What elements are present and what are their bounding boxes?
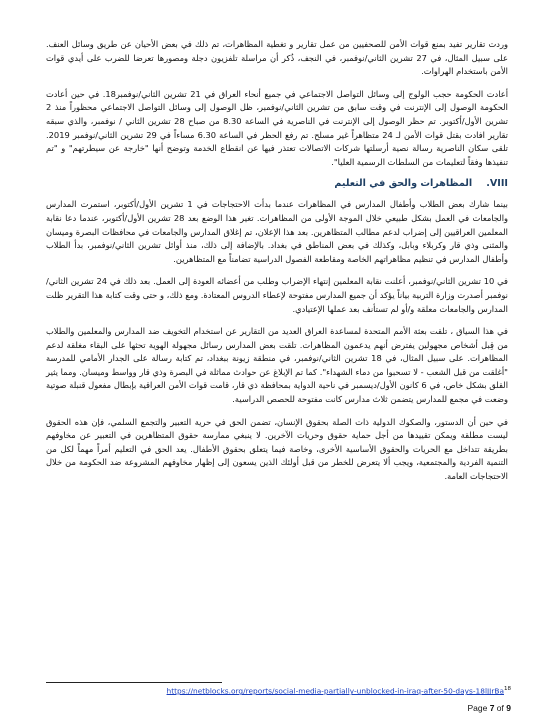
paragraph-journalists: وردت تقارير تفيد بمنع قوات الأمن للصحفيين من عمل تقارير و تغطية المظاهرات، تم ذلك في بعض الأحيان عن طريق وسائل العنف. على سبيل المثال، في 27 تشرين الثاني/نوفمبر، في النجف، ذُكر أن مراسلة تلفزيون دجلة ومصورها تعرضا للضرب على أيدي قوات الأمن باستخدام الهراوات. — [46, 39, 509, 77]
footnote-number: 18 — [504, 686, 511, 692]
section-title: المظاهرات والحق في التعليم — [334, 178, 473, 190]
footnote-divider — [46, 682, 222, 683]
document-body — [46, 38, 508, 493]
paragraph-schools-strike: بينما شارك بعض الطلاب وأطفال المدارس في المظاهرات عندما بدأت الاحتجاجات في 1 تشرين الأول/أكتوبر، استمرت المدارس والجامعات في العمل بشكل طبيعي خلال الموجة الأولى من المظاهرات. تغير هذا الوضع بعد 28 تشرين الأول/أكتوبر، عندما دعا نقابة المعلمين العراقيين إلى إضراب لدعم مطالب المتظاهرين. بعد هذا الإعلان، تم إغلاق المدارس والجامعات في محافظات البصرة وميسان والمثنى وذي قار وكربلاء وبابل، وكذلك في بعض المناطق في بغداد. بالإضافة إلى ذلك، منذ أوائل تشرين الثاني/نوفمبر، بدأ الطلاب وأطفال المدارس في تنظيم مظاهراتهم الخاصة ومقاطعة الفصول الدراسية تضامناً مع المتظاهرين. — [46, 199, 509, 264]
paragraph-social-media-blocking: أعادت الحكومة حجب الولوج إلى وسائل التواصل الاجتماعي في جميع أنحاء العراق في 21 تشرين الثاني/نوفمبر18. في حين أعادت الحكومة الوصول إلى الإنترنت في وقت سابق من تشرين الثاني/نوفمبر، ظل الوصول إلى وسائل التواصل الاجتماعي محظوراً منذ 2 تشرين الأول/أكتوبر. تم حظر الوصول إلى الإنترنت في الناصرية في الساعة 8.30 من صباح 28 تشرين الثاني / نوفمبر، والذي سبقه تقارير افادت بقتل قوات الأمن لـ 24 متظاهراً غير مسلح. تم رفع الحظر في الساعة 6.30 مساءاً في 29 تشرين الثاني/نوفمبر 2019. تلقى سكان الناصرية رسالة نصية أرسلتها شركات الاتصالات تعتذر فيها عن انقطاع الخدمة وتوضح أنها "خارجة عن سيطرتهم" و "تم تنفيذها وفقاً لتعليمات من السلطات الرسمية العليا". — [46, 88, 508, 167]
footnote — [167, 686, 511, 695]
paragraph-teachers-union: في 10 تشرين الثاني/نوفمبر، أعلنت نقابة المعلمين إنتهاء الإضراب وطلب من أعضائه العودة إلى العمل. بعد ذلك في 24 تشرين الثاني/نوفمبر أصدرت وزارة التربية بياناً يؤكد أن جميع المدارس مفتوحة لإعطاء الدروس المعتادة. ومع ذلك، و حتى وقت كتابة هذا التقرير ظلت المدارس والجامعات معلقة و/أو لم تستأنف بعد عملها الإعتيادي. — [46, 276, 508, 314]
section-number: VIII. — [486, 178, 508, 190]
page-current: 7 — [489, 703, 495, 713]
paragraph-right-to-education: في حين أن الدستور، والصكوك الدولية ذات الصلة بحقوق الإنسان، تضمن الحق في حرية التعبير والتجمع السلمي، فإن هذه الحقوق ليست مطلقة ويمكن تقييدها من أجل حماية حقوق وحريات الآخرين. لا ينبغي ممارسة حقوق المتظاهرين في التعبير عن مخاوفهم بطريقة تتداخل مع الحريات والحقوق الأساسية الأخرى، وخاصة فيما يتعلق بحقوق الأطفال. يعد الحق في التعليم أمراً مهماً لكل من التنمية الفردية والمجتمعية، ويجب ألا يتعرض للخطر من قبل أولئك الذين يسعون إلى إظهار مخاوفهم المشروعة ضد الحكومة من خلال الاحتجاجات العامة. — [46, 416, 508, 482]
footnote-link[interactable]: https://netblocks.org/reports/social-media-partially-unblocked-in-iraq-after-50-days-18lJJrBa — [166, 686, 504, 696]
page-number — [467, 703, 511, 713]
paragraph-intimidation: في هذا السياق ، تلقت بعثة الأمم المتحدة لمساعدة العراق العديد من التقارير عن استخدام التخويف ضد المدارس والمعلمين والطلاب من قِبل أشخاص مجهولين يفترض أنهم يدعمون المظاهرات. تلقت بعض المدارس رسائل مجهولة الهوية تحثها على البقاء مغلقة لدعم المظاهرات. على سبيل المثال، في 18 تشرين الثاني/نوفمبر، في منطقة زيونة ببغداد، تم كتابة رسالة على الجدار الأمامي للمدرسة "أغلقت من قبل الشعب - لا تسحبوا من دماء الشهداء". كما تم الإبلاغ عن حوادث مماثلة في البصرة وذي قار وواسط وميسان. ومما يثير القلق بشكل خاص، في 6 كانون الأول/ديسمبر في ناحية الدواية بمحافظة ذي قار، قامت قوات الأمن العراقية بإبطال مفعول قنبلة صوتية وضعت في مجمع للمدارس يتضمن ثلاث مدارس كانت مفتوحة للحصص الدراسية. — [46, 326, 509, 405]
page-total: 9 — [506, 703, 511, 713]
page-word: Page — [467, 703, 488, 713]
page-of-word: of — [496, 703, 504, 713]
section-heading — [46, 178, 508, 189]
